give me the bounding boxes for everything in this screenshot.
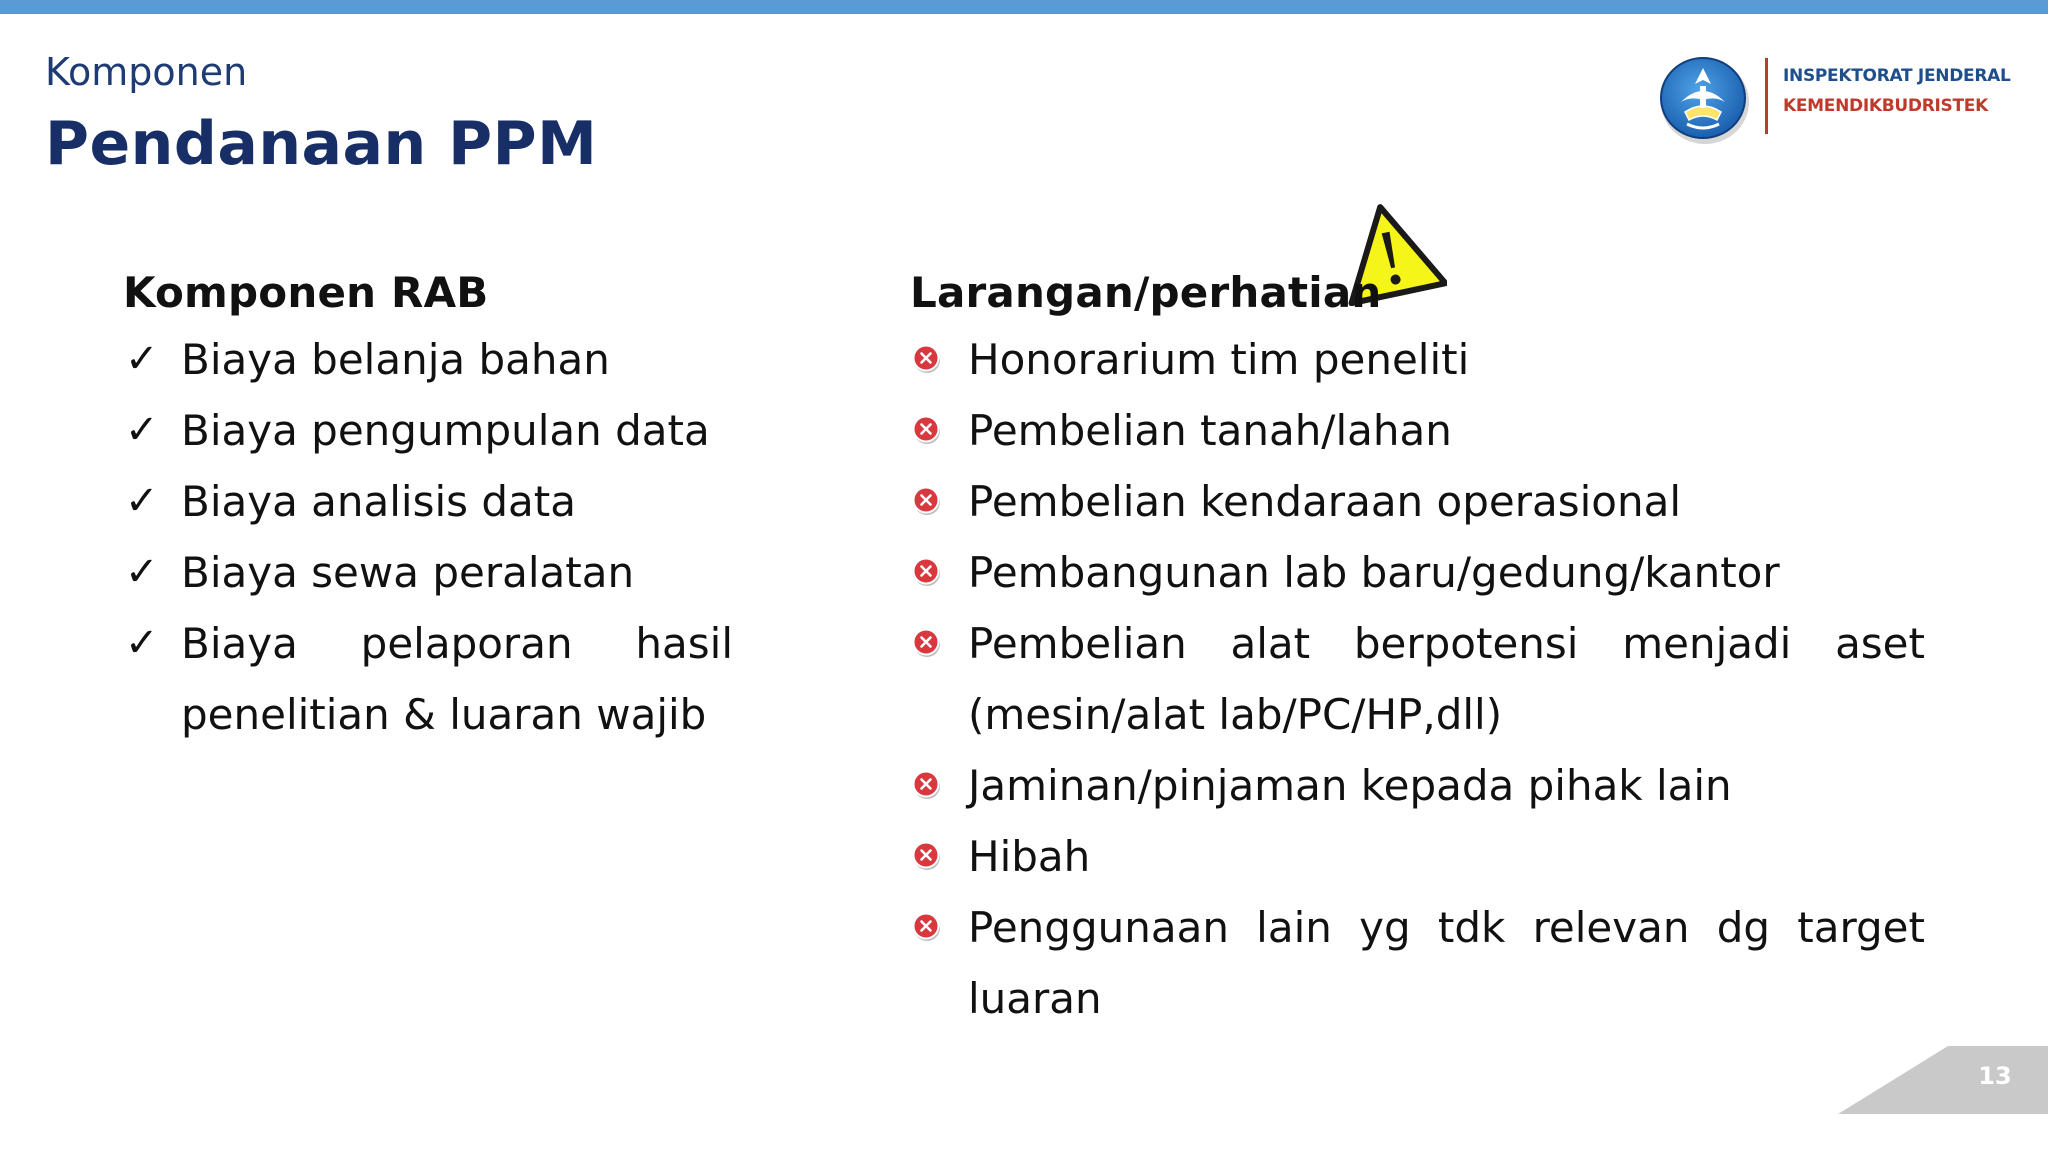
prohibitions-column: [910, 262, 1925, 1034]
prohibition-list-item: [910, 892, 1925, 1034]
red-x-circle-icon: [912, 841, 942, 871]
rab-list-item: [123, 608, 733, 750]
prohibition-list-item-text: Jaminan/pinjaman kepada pihak lain: [968, 761, 1732, 810]
prohibition-list-item: [910, 395, 1925, 466]
page-number: 13: [1978, 1062, 2012, 1090]
slide-subtitle: Komponen: [45, 50, 248, 94]
prohibition-list-item-text: Honorarium tim peneliti: [968, 335, 1470, 384]
top-accent-bar: [0, 0, 2048, 14]
prohibition-list-item-text: Pembangunan lab baru/gedung/kantor: [968, 548, 1780, 597]
prohibition-list-item: [910, 466, 1925, 537]
slide-title: Pendanaan PPM: [45, 109, 598, 179]
rab-list-item: [123, 537, 733, 608]
checkmark-icon: ✓: [125, 407, 159, 453]
rab-list-item-text: Biaya belanja bahan: [181, 335, 610, 384]
rab-list-item: [123, 466, 733, 537]
rab-list-item: [123, 395, 733, 466]
logo-text-line1: INSPEKTORAT JENDERAL: [1783, 66, 2011, 86]
prohibitions-list: [910, 324, 1925, 1034]
red-x-circle-icon: [912, 628, 942, 658]
tut-wuri-handayani-emblem-icon: [1655, 50, 1755, 150]
rab-list-item-text: Biaya analisis data: [181, 477, 576, 526]
prohibition-list-item: [910, 537, 1925, 608]
prohibition-list-item: [910, 821, 1925, 892]
red-x-circle-icon: [912, 912, 942, 942]
red-x-circle-icon: [912, 486, 942, 516]
prohibition-list-item: [910, 608, 1925, 750]
prohibition-list-item-text: Pembelian alat berpotensi menjadi aset (mesin/alat lab/PC/HP,dll): [968, 619, 1925, 739]
prohibition-list-item: [910, 750, 1925, 821]
rab-list: [123, 324, 733, 750]
rab-heading: Komponen RAB: [123, 268, 489, 317]
logo-divider: [1765, 58, 1768, 134]
prohibition-list-item-text: Pembelian tanah/lahan: [968, 406, 1452, 455]
prohibitions-heading: Larangan/perhatian: [910, 268, 1382, 317]
red-x-circle-icon: [912, 770, 942, 800]
prohibition-list-item-text: Pembelian kendaraan operasional: [968, 477, 1681, 526]
institution-logo: [1655, 50, 2015, 150]
checkmark-icon: ✓: [125, 478, 159, 524]
prohibition-list-item-text: Hibah: [968, 832, 1091, 881]
red-x-circle-icon: [912, 415, 942, 445]
red-x-circle-icon: [912, 557, 942, 587]
checkmark-icon: ✓: [125, 336, 159, 382]
rab-components-column: [123, 262, 733, 750]
logo-text-line2: KEMENDIKBUDRISTEK: [1783, 96, 1988, 116]
checkmark-icon: ✓: [125, 549, 159, 595]
checkmark-icon: ✓: [125, 620, 159, 666]
prohibition-list-item-text: Penggunaan lain yg tdk relevan dg target luaran: [968, 903, 1925, 1023]
prohibition-list-item: [910, 324, 1925, 395]
rab-list-item-text: Biaya pelaporan hasil penelitian & luaran wajib: [181, 619, 733, 739]
rab-list-item-text: Biaya sewa peralatan: [181, 548, 635, 597]
red-x-circle-icon: [912, 344, 942, 374]
rab-list-item-text: Biaya pengumpulan data: [181, 406, 710, 455]
rab-list-item: [123, 324, 733, 395]
